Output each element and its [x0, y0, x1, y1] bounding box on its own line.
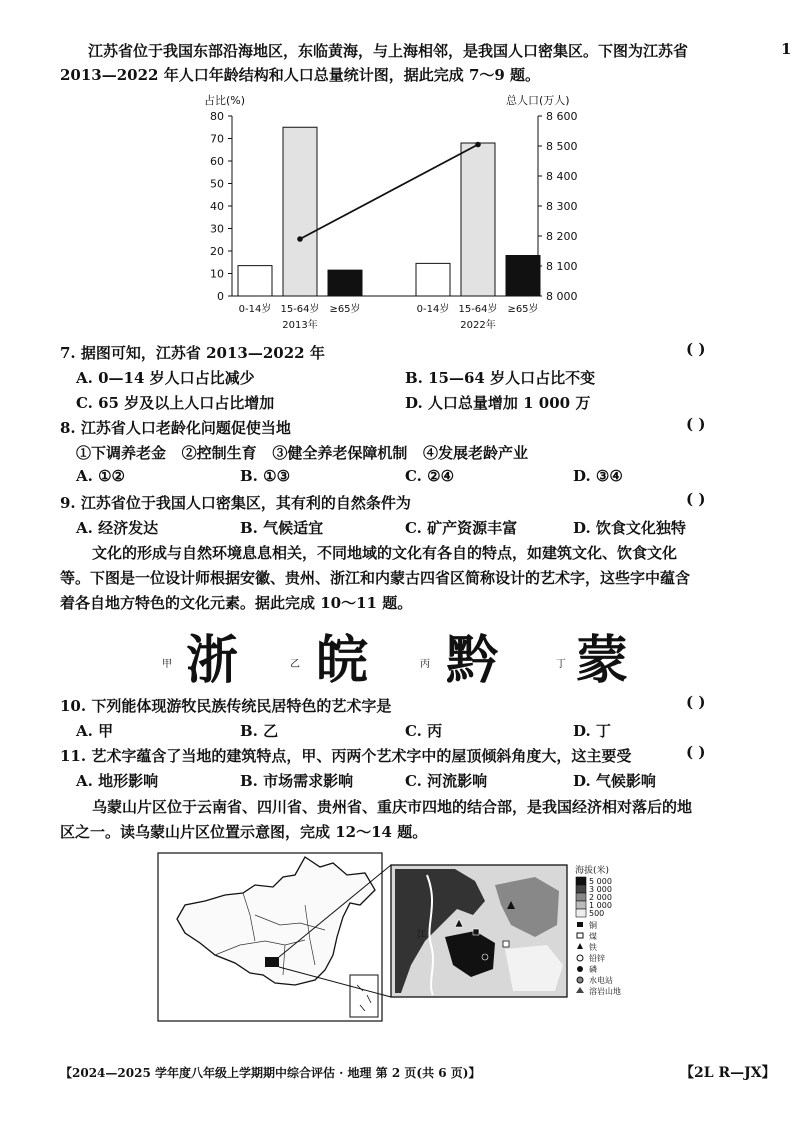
intro1-line2: 2013—2022 年人口年龄结构和人口总量统计图，据此完成 7～9 题。 — [60, 66, 541, 84]
q8-answer-paren[interactable]: ( ) — [686, 415, 706, 433]
legend-symbol-icon — [577, 955, 583, 961]
river-label: 江 — [417, 930, 427, 940]
phosphorus-symbol — [482, 954, 488, 960]
legend-elevation: 500 — [589, 909, 605, 918]
q7-option-c[interactable]: C. 65 岁及以上人口占比增加 — [76, 394, 275, 412]
legend-elevation: 5 000 — [589, 877, 612, 886]
legend-symbol-icon — [577, 943, 583, 949]
q8-option-a[interactable]: A. ①② — [76, 467, 125, 485]
legend-symbol-label: 磷 — [589, 965, 597, 974]
bar-1-1 — [461, 143, 495, 296]
legend-elevation: 3 000 — [589, 885, 612, 894]
art-glyph-meng: 蒙 — [576, 630, 629, 691]
legend-swatch — [576, 885, 586, 893]
q9-stem: 9. 江苏省位于我国人口密集区，其有利的自然条件为 — [60, 494, 411, 512]
bar-0-0 — [238, 266, 272, 296]
category-label: ≥65岁 — [507, 304, 539, 315]
page-marker: 1 — [781, 40, 792, 58]
right-tick-label: 8 100 — [546, 260, 578, 273]
legend-swatch — [576, 909, 586, 917]
footer-left: 【2024—2025 学年度八年级上学期期中综合评估 · 地理 第 2 页(共 6 页)】 — [60, 1066, 481, 1080]
left-tick-label: 60 — [210, 155, 224, 168]
legend-swatch — [576, 893, 586, 901]
legend-symbol-icon — [576, 987, 584, 993]
q11-option-a[interactable]: A. 地形影响 — [76, 772, 159, 790]
legend-symbol-label: 水电站 — [589, 976, 613, 985]
bar-1-0 — [416, 263, 450, 296]
legend-symbol-label: 溶岩山地 — [589, 987, 621, 996]
q10-option-c[interactable]: C. 丙 — [405, 722, 443, 740]
category-label: 15-64岁 — [458, 304, 498, 315]
q11-stem: 11. 艺术字蕴含了当地的建筑特点，甲、丙两个艺术字中的屋顶倾斜角度大，这主要受 — [60, 747, 632, 765]
left-tick-label: 20 — [210, 245, 224, 258]
left-tick-label: 80 — [210, 110, 224, 123]
q9-answer-paren[interactable]: ( ) — [686, 490, 706, 508]
right-tick-label: 8 300 — [546, 200, 578, 213]
q10-option-d[interactable]: D. 丁 — [573, 722, 611, 740]
bar-1-2 — [506, 256, 540, 297]
category-label: 15-64岁 — [280, 304, 320, 315]
q8-stem: 8. 江苏省人口老龄化问题促使当地 — [60, 419, 291, 437]
legend-swatch — [576, 901, 586, 909]
q8-option-c[interactable]: C. ②④ — [405, 467, 455, 485]
legend-title: 海拔(米) — [575, 866, 610, 876]
group-label: 2013年 — [282, 320, 318, 331]
art-glyph-zhe: 浙 — [186, 630, 239, 691]
intro3-line2: 区之一。读乌蒙山片区位置示意图，完成 12～14 题。 — [60, 823, 428, 841]
q8-option-d[interactable]: D. ③④ — [573, 467, 623, 485]
population-chart — [180, 88, 580, 338]
q9-option-c[interactable]: C. 矿产资源丰富 — [405, 519, 518, 537]
category-label: 0-14岁 — [238, 304, 272, 315]
intro3-line1: 乌蒙山片区位于云南省、四川省、贵州省、重庆市四地的结合部，是我国经济相对落后的地 — [92, 798, 693, 816]
wumeng-locator-box — [265, 957, 279, 967]
right-tick-label: 8 200 — [546, 230, 578, 243]
q7-option-b[interactable]: B. 15—64 岁人口占比不变 — [405, 369, 596, 387]
intro2-line3: 着各自地方特色的文化元素。据此完成 10～11 题。 — [60, 594, 413, 612]
left-tick-label: 50 — [210, 177, 224, 191]
q11-option-c[interactable]: C. 河流影响 — [405, 772, 488, 790]
art-glyph-qian: 黔 — [446, 630, 499, 691]
q11-option-b[interactable]: B. 市场需求影响 — [240, 772, 354, 790]
right-tick-label: 8 000 — [546, 290, 578, 303]
population-point-2013 — [297, 236, 303, 242]
category-label: 0-14岁 — [416, 304, 450, 315]
q9-option-b[interactable]: B. 气候适宜 — [240, 519, 324, 537]
q7-option-a[interactable]: A. 0—14 岁人口占比减少 — [76, 369, 255, 387]
intro1-line1: 江苏省位于我国东部沿海地区，东临黄海，与上海相邻，是我国人口密集区。下图为江苏省 — [88, 42, 689, 60]
bar-0-1 — [283, 127, 317, 296]
q11-option-d[interactable]: D. 气候影响 — [573, 772, 656, 790]
coal-symbol — [503, 941, 509, 947]
legend-elevation: 2 000 — [589, 893, 612, 902]
q9-option-d[interactable]: D. 饮食文化独特 — [573, 519, 686, 537]
map-legend — [575, 864, 621, 996]
legend-symbol-label: 铁 — [589, 943, 597, 952]
q10-stem: 10. 下列能体现游牧民族传统民居特色的艺术字是 — [60, 697, 392, 715]
population-line — [300, 145, 478, 240]
legend-symbol-icon — [577, 966, 583, 972]
q9-option-a[interactable]: A. 经济发达 — [76, 519, 159, 537]
legend-symbol-label: 铅锌 — [589, 954, 605, 963]
south-china-sea-inset — [350, 975, 378, 1017]
art-label-bing: 丙 — [420, 659, 430, 670]
footer-right: 【2L R—JX】 — [680, 1065, 776, 1081]
q11-answer-paren[interactable]: ( ) — [686, 743, 706, 761]
population-point-2022 — [475, 142, 481, 148]
category-label: ≥65岁 — [329, 304, 361, 315]
legend-symbol-icon — [577, 977, 583, 983]
q8-option-b[interactable]: B. ①③ — [240, 467, 291, 485]
art-glyph-wan: 皖 — [316, 630, 369, 691]
right-tick-label: 8 400 — [546, 170, 578, 183]
right-axis-label: 总人口(万人) — [506, 94, 570, 107]
q10-option-a[interactable]: A. 甲 — [76, 722, 114, 740]
bar-0-2 — [328, 270, 362, 296]
left-tick-label: 40 — [210, 200, 224, 213]
intro2-line1: 文化的形成与自然环境息息相关，不同地域的文化有各自的特点，如建筑文化、饮食文化 — [92, 544, 678, 562]
legend-elevation: 1 000 — [589, 901, 612, 910]
q10-answer-paren[interactable]: ( ) — [686, 693, 706, 711]
q8-items: ①下调养老金 ②控制生育 ③健全养老保障机制 ④发展老龄产业 — [76, 444, 529, 462]
legend-symbol-icon — [577, 922, 583, 927]
legend-swatch — [576, 877, 586, 885]
left-axis-label: 占比(%) — [204, 94, 246, 107]
legend-symbol-icon — [577, 933, 583, 938]
left-tick-label: 30 — [210, 222, 224, 236]
right-tick-label: 8 600 — [546, 110, 578, 123]
q7-stem: 7. 据图可知，江苏省 2013—2022 年 — [60, 344, 325, 362]
q10-option-b[interactable]: B. 乙 — [240, 722, 279, 740]
left-tick-label: 10 — [210, 267, 224, 281]
left-tick-label: 0 — [217, 290, 224, 303]
copper-symbol — [473, 929, 479, 935]
legend-symbol-label: 煤 — [589, 932, 597, 941]
art-label-ding: 丁 — [556, 659, 566, 670]
q7-answer-paren[interactable]: ( ) — [686, 340, 706, 358]
right-tick-label: 8 500 — [546, 140, 578, 153]
left-tick-label: 70 — [210, 132, 224, 146]
intro2-line2: 等。下图是一位设计师根据安徽、贵州、浙江和内蒙古四省区简称设计的艺术字，这些字中蕴含 — [60, 569, 691, 587]
wumeng-location-map — [155, 845, 645, 1025]
legend-symbol-label: 铜 — [589, 921, 597, 930]
art-label-yi: 乙 — [290, 659, 300, 670]
group-label: 2022年 — [460, 320, 496, 331]
q7-option-d[interactable]: D. 人口总量增加 1 000 万 — [405, 394, 591, 412]
art-label-jia: 甲 — [162, 659, 172, 670]
